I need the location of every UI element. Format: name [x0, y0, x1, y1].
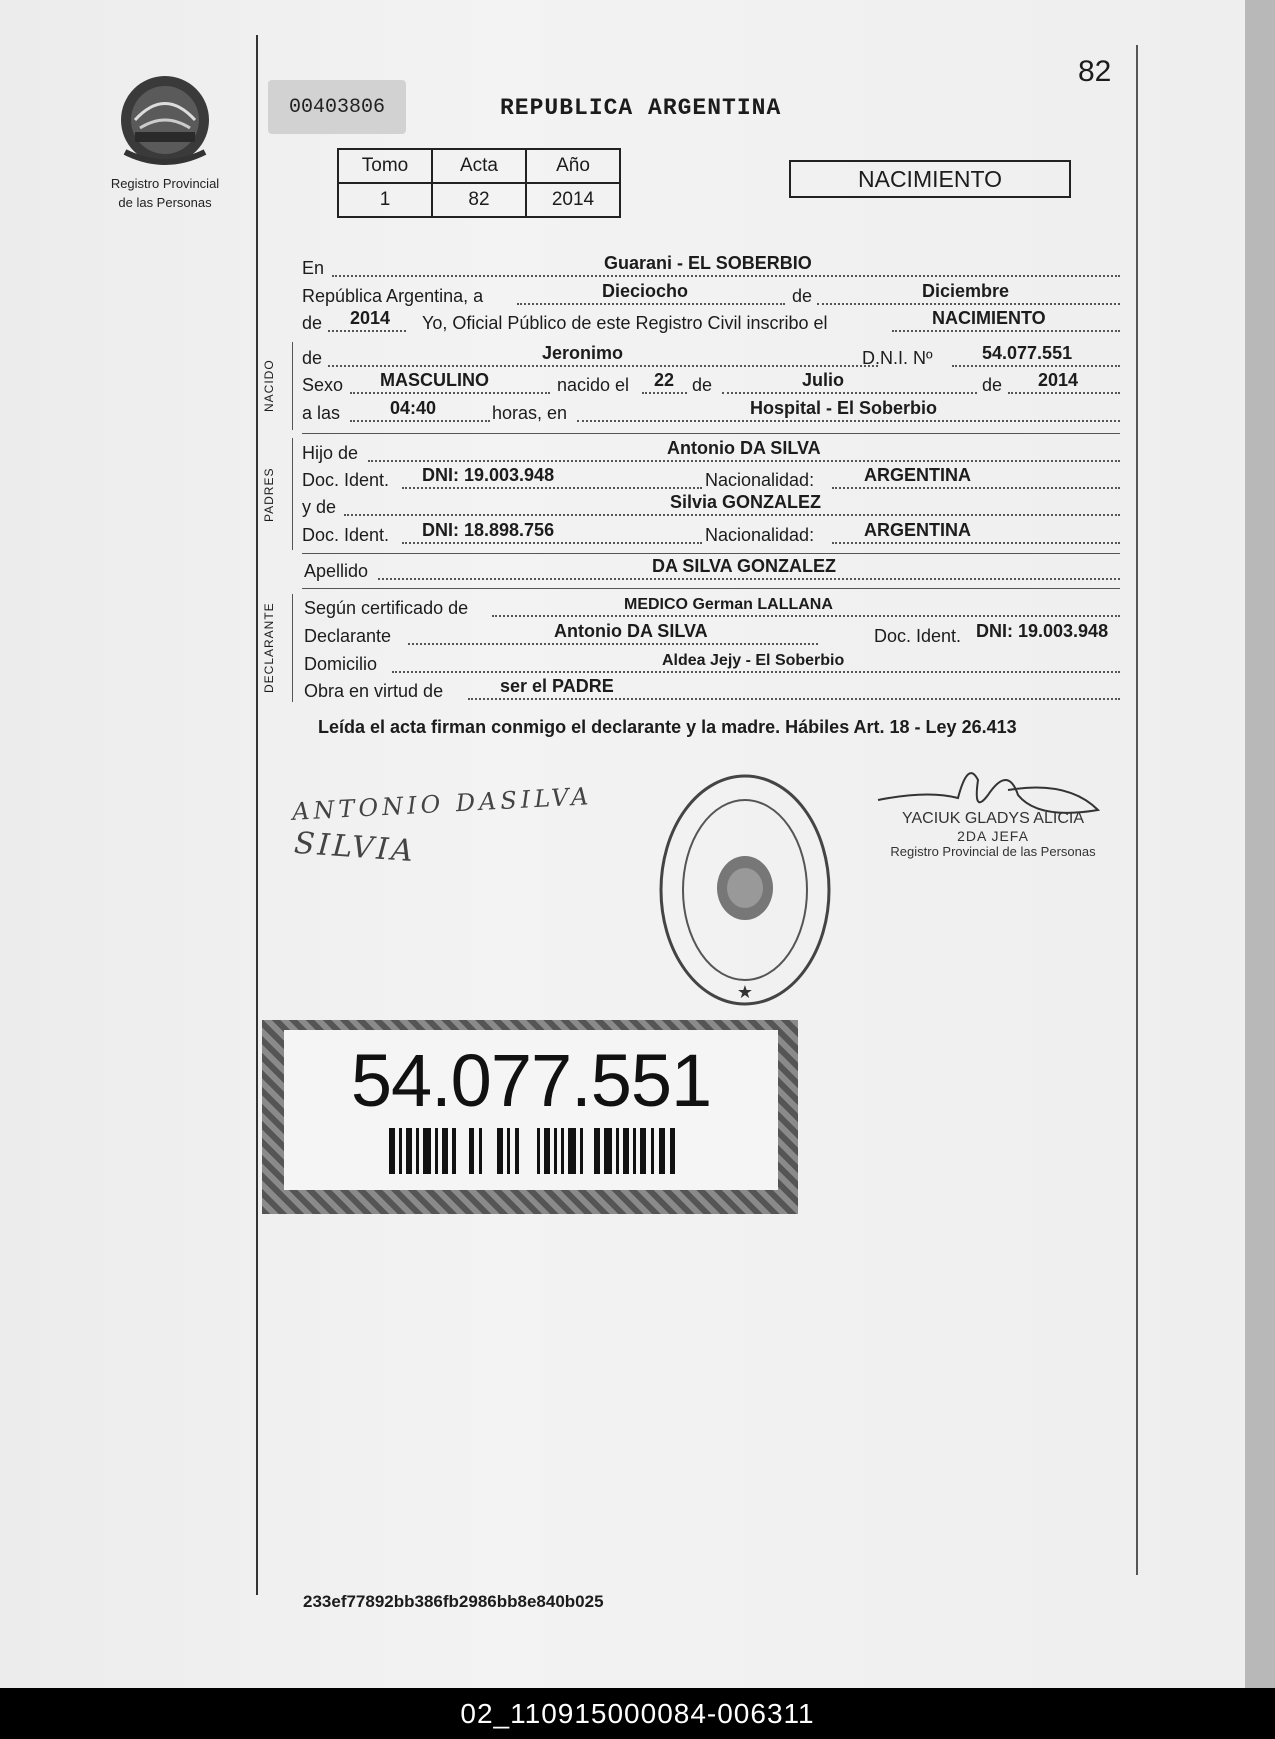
- barcode-number: 54.077.551: [350, 1039, 712, 1122]
- field-obra: ser el PADRE: [500, 676, 614, 696]
- field-domicilio: Aldea Jejy - El Soberbio: [662, 652, 845, 669]
- barcode-sticker: [262, 1020, 798, 1214]
- line-obra: [302, 678, 1120, 702]
- dots: [492, 615, 1120, 617]
- label-obra: Obra en virtud de: [304, 681, 444, 701]
- line-domicilio: [302, 651, 1120, 675]
- line-republica: [302, 283, 1120, 307]
- line-hora: [302, 400, 1120, 424]
- dots: [332, 275, 1120, 277]
- signatory-block: [868, 810, 1118, 859]
- label-republica: República Argentina, a: [302, 286, 484, 306]
- official-stamp: [655, 770, 835, 1015]
- label-de: de: [692, 375, 713, 395]
- label-nacionalidad: Nacionalidad:: [705, 470, 815, 490]
- right-margin-line: [1136, 45, 1138, 1575]
- dots: [832, 487, 1120, 489]
- line-nombre: [302, 345, 1120, 369]
- field-dia-inscripcion: Dieciocho: [602, 281, 689, 301]
- label-yo-oficial: Yo, Oficial Público de este Registro Civil inscribo el: [422, 313, 828, 333]
- field-padre-nac: ARGENTINA: [864, 465, 971, 485]
- field-certificado: MEDICO German LALLANA: [624, 596, 833, 613]
- dots: [378, 578, 1120, 580]
- field-sexo: MASCULINO: [380, 370, 489, 390]
- line-padre-doc: [302, 467, 1120, 491]
- signatory-role: 2DA JEFA: [957, 828, 1029, 844]
- field-nombre: Jeronimo: [542, 343, 624, 363]
- signatory-office: Registro Provincial de las Personas: [890, 844, 1096, 859]
- dots: [892, 330, 1120, 332]
- label-en: En: [302, 258, 325, 278]
- dots: [517, 303, 785, 305]
- section-label-padres: PADRES: [262, 467, 276, 523]
- stamp-seal-icon: [655, 770, 835, 1010]
- field-apellido: DA SILVA GONZALEZ: [652, 556, 836, 576]
- label-de: de: [302, 348, 323, 368]
- registry-caption-2: de las Personas: [118, 195, 212, 210]
- field-lugar-nac: Hospital - El Soberbio: [750, 398, 938, 418]
- registry-caption-1: Registro Provincial: [110, 176, 220, 191]
- signature-scribble-icon: [868, 760, 1108, 820]
- label-de: de: [982, 375, 1003, 395]
- field-hora: 04:40: [390, 398, 437, 418]
- dots: [402, 487, 702, 489]
- serial-number: 00403806: [268, 80, 406, 134]
- label-hijo-de: Hijo de: [302, 443, 359, 463]
- legal-text: Leída el acta firman conmigo el declarante y la madre. Hábiles Art. 18 - Ley 26.413: [318, 717, 1017, 737]
- country-title: REPUBLICA ARGENTINA: [500, 95, 782, 121]
- dots: [350, 392, 550, 394]
- field-madre: Silvia GONZALEZ: [670, 492, 822, 512]
- label-de: de: [792, 286, 813, 306]
- label-nacido-el: nacido el: [557, 375, 630, 395]
- field-declarante: Antonio DA SILVA: [554, 621, 708, 641]
- field-tipo: NACIMIENTO: [932, 308, 1046, 328]
- separator: [302, 588, 1120, 589]
- field-declarante-doc: DNI: 19.003.948: [976, 621, 1109, 641]
- dots: [350, 420, 490, 422]
- misiones-seal-icon: [115, 72, 215, 167]
- dots: [392, 671, 1120, 673]
- header-tomo: Tomo: [338, 149, 432, 183]
- footer-id: 02_110915000084-006311: [0, 1688, 1275, 1739]
- line-apellido: [302, 558, 1120, 582]
- dots: [468, 698, 1120, 700]
- section-bar: [292, 342, 293, 430]
- line-certificado: [302, 595, 1120, 619]
- field-anio-inscripcion: 2014: [350, 308, 391, 328]
- label-segun-cert: Según certificado de: [304, 598, 469, 618]
- field-dia-nac: 22: [654, 370, 675, 390]
- label-doc-ident-short: Doc. Ident.: [874, 626, 962, 646]
- line-declarante: [302, 623, 1120, 647]
- label-y-de: y de: [302, 497, 337, 517]
- header-anio: Año: [526, 149, 620, 183]
- section-label-nacido: NACIDO: [262, 359, 276, 413]
- label-domicilio: Domicilio: [304, 654, 378, 674]
- left-margin-line: [256, 35, 258, 1595]
- record-table: [337, 148, 621, 218]
- field-lugar: Guarani - EL SOBERBIO: [604, 253, 812, 273]
- field-madre-doc: DNI: 18.898.756: [422, 520, 555, 540]
- dots: [344, 514, 1120, 516]
- label-dni: D.N.I. Nº: [862, 348, 933, 368]
- dots: [408, 643, 818, 645]
- label-a-las: a las: [302, 403, 341, 423]
- separator: [302, 433, 1120, 434]
- line-madre: [302, 494, 1120, 518]
- act-type-box: NACIMIENTO: [789, 160, 1071, 198]
- label-nacionalidad: Nacionalidad:: [705, 525, 815, 545]
- value-tomo: 1: [338, 183, 432, 217]
- label-doc-ident: Doc. Ident.: [302, 470, 390, 490]
- field-dni: 54.077.551: [982, 343, 1073, 363]
- line-anio: [302, 310, 1120, 334]
- dots: [1008, 392, 1120, 394]
- header-acta: Acta: [432, 149, 526, 183]
- line-padre: [302, 440, 1120, 464]
- dots: [817, 303, 1120, 305]
- field-mes-nac: Julio: [802, 370, 845, 390]
- scan-edge: [1245, 0, 1275, 1688]
- value-anio: 2014: [526, 183, 620, 217]
- barcode-label: [284, 1030, 778, 1190]
- label-doc-ident: Doc. Ident.: [302, 525, 390, 545]
- label-apellido: Apellido: [304, 561, 369, 581]
- dots: [402, 542, 702, 544]
- line-en: [302, 255, 1120, 279]
- section-bar: [292, 438, 293, 550]
- barcode-bars-icon: [389, 1128, 679, 1174]
- label-declarante: Declarante: [304, 626, 392, 646]
- section-bar: [292, 594, 293, 702]
- separator: [302, 553, 1120, 554]
- dots: [577, 420, 1120, 422]
- dots: [642, 392, 687, 394]
- label-horas-en: horas, en: [492, 403, 568, 423]
- dots: [328, 330, 406, 332]
- dots: [368, 460, 1120, 462]
- province-logo: [100, 72, 230, 210]
- dots: [952, 365, 1120, 367]
- line-madre-doc: [302, 522, 1120, 546]
- label-de: de: [302, 313, 323, 333]
- document-hash: 233ef77892bb386fb2986bb8e840b025: [303, 1592, 604, 1611]
- signatory-name: YACIUK GLADYS ALICIA: [902, 810, 1084, 827]
- handwritten-firma-2: SILVIA: [292, 825, 418, 870]
- section-label-declarante: DECLARANTE: [262, 602, 276, 694]
- field-padre-doc: DNI: 19.003.948: [422, 465, 555, 485]
- field-padre: Antonio DA SILVA: [667, 438, 821, 458]
- handwritten-firma-1: ANTONIO DASILVA: [291, 782, 593, 826]
- field-madre-nac: ARGENTINA: [864, 520, 971, 540]
- dots: [328, 365, 878, 367]
- dots: [722, 392, 977, 394]
- field-mes-inscripcion: Diciembre: [922, 281, 1010, 301]
- label-sexo: Sexo: [302, 375, 344, 395]
- page-number: 82: [1078, 55, 1112, 88]
- value-acta: 82: [432, 183, 526, 217]
- svg-text:★: ★: [736, 982, 754, 1002]
- field-anio-nac: 2014: [1038, 370, 1079, 390]
- line-sexo: [302, 372, 1120, 396]
- dots: [832, 542, 1120, 544]
